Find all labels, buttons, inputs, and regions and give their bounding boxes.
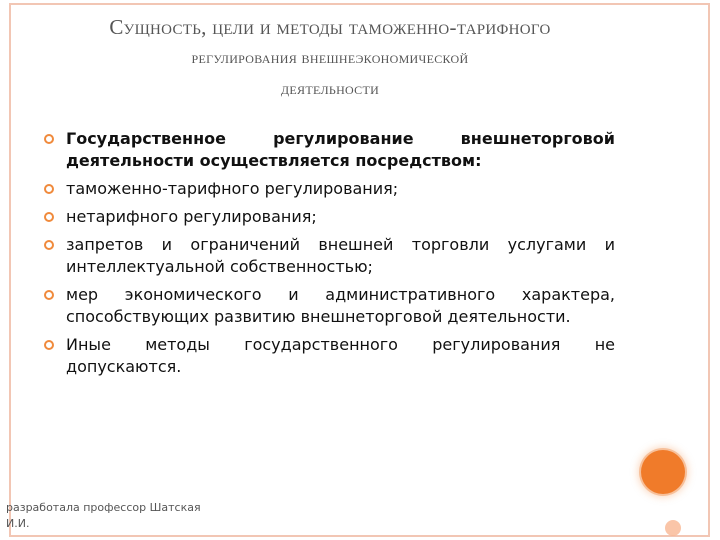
- bullet-circle-icon: [44, 212, 54, 222]
- bullet-text: запретов и ограничений внешней торговли услугами и интеллектуальной собственностью;: [66, 235, 615, 276]
- bullet-circle-icon: [44, 340, 54, 350]
- bullet-item: [40, 284, 615, 328]
- bullet-circle-icon: [44, 290, 54, 300]
- title-line-1: Сущность, цели и методы таможенно-тарифного: [109, 15, 551, 39]
- bullet-item: [40, 128, 615, 172]
- author-credit: разработала профессор Шатская И.И.: [6, 501, 201, 530]
- bullet-text: таможенно-тарифного регулирования;: [66, 179, 399, 198]
- bullet-item: [40, 334, 615, 378]
- slide-title: [20, 12, 640, 104]
- bullet-text: Государственное регулирование внешнеторговой деятельности осуществляется посредством:: [66, 129, 615, 170]
- bullet-list: [40, 128, 615, 384]
- bullet-item: [40, 234, 615, 278]
- title-line-2: регулирования внешнеэкономической: [191, 48, 469, 67]
- decorative-orange-circle-icon: [641, 450, 685, 494]
- bullet-circle-icon: [44, 184, 54, 194]
- bullet-text: нетарифного регулирования;: [66, 207, 317, 226]
- bullet-item: [40, 178, 615, 200]
- title-line-3: деятельности: [280, 79, 380, 98]
- decorative-small-circle-icon: [665, 520, 681, 536]
- bullet-item: [40, 206, 615, 228]
- bullet-circle-icon: [44, 240, 54, 250]
- bullet-text: Иные методы государственного регулирования не допускаются.: [66, 335, 615, 376]
- bullet-text: мер экономического и административного характера, способствующих развитию внешнеторговой деятельности.: [66, 285, 615, 326]
- bullet-circle-icon: [44, 134, 54, 144]
